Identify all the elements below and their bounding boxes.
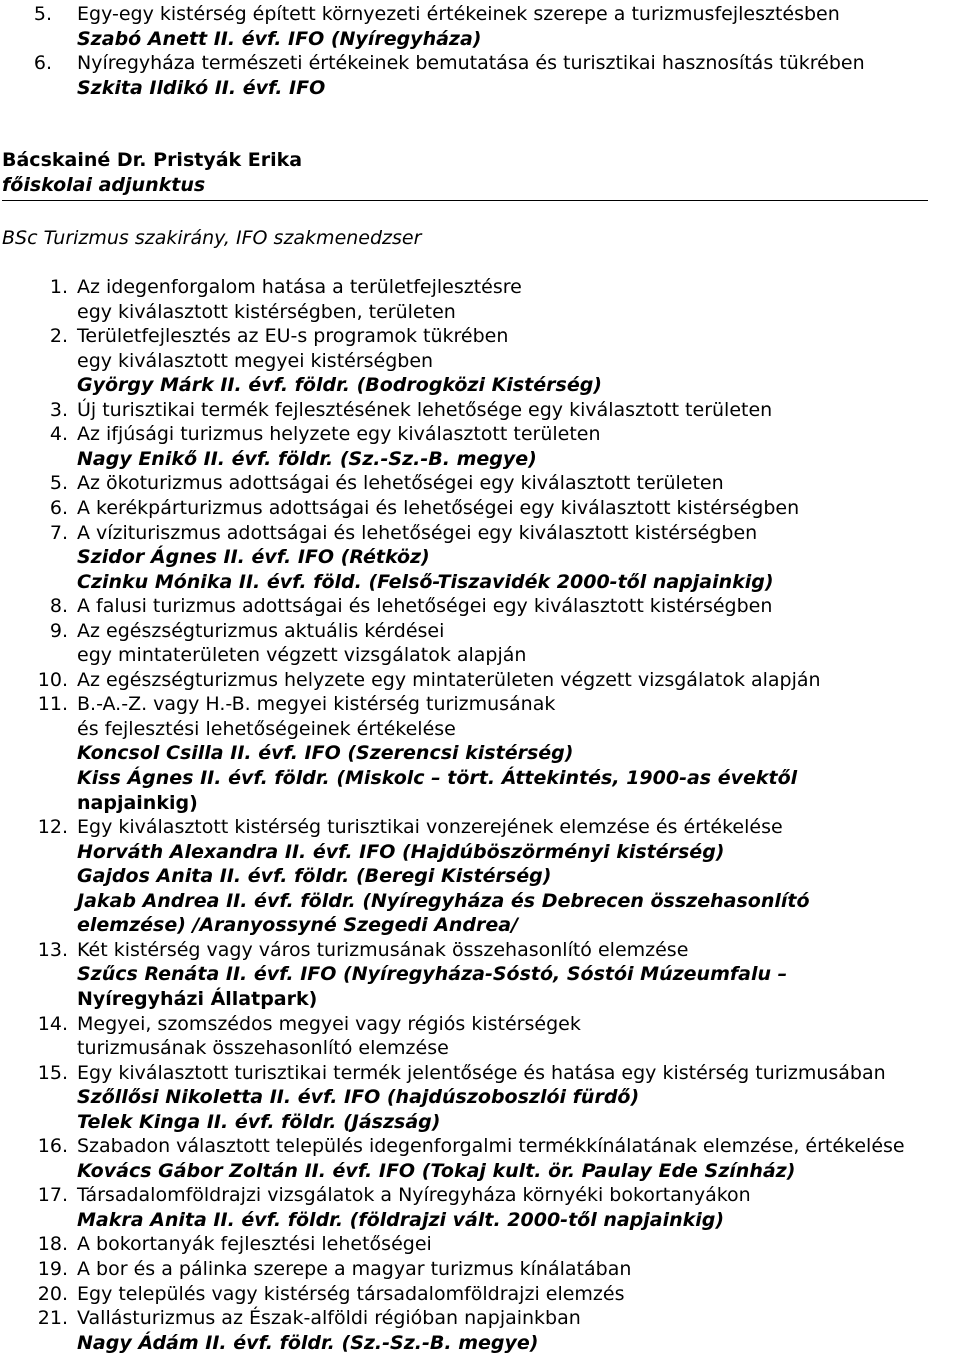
list-item-number: 8. [49, 595, 68, 618]
list-item-text: és fejlesztési lehetőségeinek értékelése [77, 717, 456, 740]
list-item-continuation [0, 840, 960, 865]
list-item [0, 1012, 960, 1037]
list-item [0, 521, 960, 546]
student-assignment: Koncsol Csilla II. évf. IFO (Szerencsi kistérség) [77, 742, 574, 765]
list-item-text: Az egészségturizmus aktuális kérdései [77, 619, 445, 642]
list-item-text: Egy település vagy kistérség társadalomföldrajzi elemzés [77, 1282, 625, 1305]
list-item-continuation [0, 349, 960, 374]
list-item-continuation [0, 913, 960, 938]
list-item [0, 692, 960, 717]
list-item-continuation [0, 864, 960, 889]
list-item [0, 51, 960, 76]
list-item [0, 594, 960, 619]
list-item [0, 422, 960, 447]
list-item-number: 6. [49, 496, 68, 519]
list-item [0, 668, 960, 693]
list-item-text: B.-A.-Z. vagy H.-B. megyei kistérség turizmusának [77, 693, 556, 716]
list-item-number: 13. [37, 938, 68, 961]
list-item-text: A bor és a pálinka szerepe a magyar turizmus kínálatában [77, 1258, 632, 1280]
list-item-number: 4. [49, 423, 68, 446]
list-item-text: Egy kiválasztott kistérség turisztikai vonzerejének elemzése és értékelése [77, 816, 783, 839]
list-item-text: egy mintaterületen végzett vizsgálatok alapján [77, 644, 527, 667]
list-item-number: 5. [49, 472, 68, 495]
list-item-text: A vízituriszmus adottságai és lehetőségei egy kiválasztott kistérségben [77, 521, 758, 544]
list-item-number: 1. [49, 276, 68, 298]
list-item-text: Az idegenforgalom hatása a területfejlesztésre [77, 276, 522, 298]
program-heading [2, 226, 960, 251]
student-assignment: Szabó Anett II. évf. IFO (Nyíregyháza) [77, 27, 482, 50]
list-item-text: turizmusának összehasonlító elemzése [77, 1037, 449, 1060]
list-item-text: A kerékpárturizmus adottságai és lehetőségei egy kiválasztott kistérségben [77, 496, 800, 519]
list-item-text: Nyíregyháza természeti értékeinek bemutatása és turisztikai hasznosítás tükrében [77, 52, 865, 74]
list-item-number: 15. [37, 1061, 68, 1084]
student-assignment: Szőllősi Nikoletta II. évf. IFO (hajdúszoboszlói fürdő) [77, 1086, 640, 1109]
list-item-continuation [0, 1331, 960, 1356]
list-item-continuation [0, 1208, 960, 1233]
student-assignment: Jakab Andrea II. évf. földr. (Nyíregyháza és Debrecen összehasonlító [77, 889, 810, 912]
list-item [0, 619, 960, 644]
supervisor-title [2, 173, 960, 198]
section-divider [2, 200, 928, 201]
list-item [0, 1183, 960, 1208]
list-item-continuation [0, 1085, 960, 1110]
student-assignment: Szkita Ildikó II. évf. IFO [77, 76, 326, 99]
student-assignment: Gajdos Anita II. évf. földr. (Beregi Kistérség) [77, 865, 552, 888]
list-item-continuation [0, 717, 960, 742]
list-item [0, 1061, 960, 1086]
student-assignment: Szűcs Renáta II. évf. IFO (Nyíregyháza-Sóstó, Sóstói Múzeumfalu – [77, 963, 788, 986]
supervisor-name-text: Bácskainé Dr. Pristyák Erika [2, 149, 303, 171]
list-item-text: Az ökoturizmus adottságai és lehetőségei egy kiválasztott területen [77, 472, 724, 495]
student-assignment: Szidor Ágnes II. évf. IFO (Rétköz) [77, 546, 430, 569]
list-item-text: Egy-egy kistérség épített környezeti értékeinek szerepe a turizmusfejlesztésben [77, 3, 840, 25]
list-item-text: Társadalomföldrajzi vizsgálatok a Nyíregyháza környéki bokortanyákon [77, 1184, 751, 1207]
list-item-continuation [0, 766, 960, 791]
list-item-continuation [0, 373, 960, 398]
list-item-continuation [0, 791, 960, 816]
list-item-continuation [0, 300, 960, 325]
list-item-text: Két kistérség vagy város turizmusának összehasonlító elemzése [77, 938, 689, 961]
list-item [0, 1257, 960, 1282]
list-item-number: 9. [49, 619, 68, 642]
list-item-continuation [0, 643, 960, 668]
list-item [0, 1306, 960, 1331]
list-item-text: Az ifjúsági turizmus helyzete egy kiválasztott területen [77, 423, 601, 446]
list-item [0, 398, 960, 423]
list-item-number: 6. [33, 52, 52, 74]
student-assignment: Makra Anita II. évf. földr. (földrajzi vált. 2000-től napjainkig) [77, 1208, 725, 1231]
student-assignment: Kiss Ágnes II. évf. földr. (Miskolc – tört. Áttekintés, 1900-as évektől [77, 767, 798, 789]
list-item-text: egy kiválasztott kistérségben, területen [77, 300, 456, 323]
list-item-text: A falusi turizmus adottságai és lehetőségei egy kiválasztott kistérségben [77, 595, 773, 618]
list-item-number: 19. [37, 1258, 68, 1280]
student-assignment: napjainkig) [77, 791, 198, 814]
list-item-number: 12. [37, 816, 68, 839]
list-item-text: Új turisztikai termék fejlesztésének lehetősége egy kiválasztott területen [77, 398, 773, 421]
list-item-number: 20. [37, 1282, 68, 1305]
list-item-number: 21. [37, 1307, 68, 1330]
list-item-text: egy kiválasztott megyei kistérségben [77, 349, 434, 372]
list-item-text: A bokortanyák fejlesztési lehetőségei [77, 1233, 432, 1256]
list-item-continuation [0, 741, 960, 766]
list-item-number: 3. [49, 398, 68, 421]
list-item [0, 815, 960, 840]
list-item-number: 14. [37, 1012, 68, 1035]
list-item-text: Vallásturizmus az Észak-alföldi régióban napjainkban [77, 1307, 581, 1330]
list-item-number: 16. [37, 1135, 68, 1158]
list-item [0, 938, 960, 963]
list-item-continuation [0, 962, 960, 987]
list-item [0, 496, 960, 521]
list-item [0, 324, 960, 349]
list-item [0, 471, 960, 496]
list-item-text: Megyei, szomszédos megyei vagy régiós kistérségek [77, 1012, 581, 1035]
list-item-number: 11. [37, 693, 68, 716]
list-item [0, 1134, 960, 1159]
list-item-continuation [0, 1159, 960, 1184]
student-assignment: Nyíregyházi Állatpark) [77, 987, 318, 1010]
list-item-text: Az egészségturizmus helyzete egy mintaterületen végzett vizsgálatok alapján [77, 668, 821, 691]
list-item [0, 1282, 960, 1307]
list-item-continuation [0, 27, 960, 52]
list-item [0, 1232, 960, 1257]
list-item-number: 7. [49, 521, 68, 544]
list-item-continuation [0, 76, 960, 101]
supervisor-name [2, 148, 960, 173]
list-item-continuation [0, 889, 960, 914]
supervisor-title-text: főiskolai adjunktus [2, 174, 206, 196]
student-assignment: elemzése) /Aranyossyné Szegedi Andrea/ [77, 914, 519, 937]
student-assignment: Horváth Alexandra II. évf. IFO (Hajdúböszörményi kistérség) [77, 840, 725, 863]
list-item-continuation [0, 447, 960, 472]
list-item-number: 17. [37, 1184, 68, 1207]
list-item-text: Egy kiválasztott turisztikai termék jelentősége és hatása egy kistérség turizmusában [77, 1061, 886, 1084]
list-item-text: Szabadon választott település idegenforgalmi termékkínálatának elemzése, értékelése [77, 1135, 905, 1158]
student-assignment: György Márk II. évf. földr. (Bodrogközi Kistérség) [77, 374, 602, 397]
list-item-continuation [0, 1036, 960, 1061]
list-item-continuation [0, 1110, 960, 1135]
list-item [0, 2, 960, 27]
student-assignment: Telek Kinga II. évf. földr. (Jászság) [77, 1110, 441, 1133]
list-item-number: 5. [33, 3, 52, 25]
list-item-continuation [0, 570, 960, 595]
list-item-text: Területfejlesztés az EU-s programok tükrében [77, 325, 509, 348]
list-item-continuation [0, 545, 960, 570]
student-assignment: Czinku Mónika II. évf. föld. (Felső-Tiszavidék 2000-től napjainkig) [77, 570, 774, 593]
list-item [0, 275, 960, 300]
list-item-continuation [0, 987, 960, 1012]
student-assignment: Kovács Gábor Zoltán II. évf. IFO (Tokaj kult. ör. Paulay Ede Színház) [77, 1159, 796, 1182]
list-item-number: 10. [37, 668, 68, 691]
list-item-number: 2. [49, 325, 68, 348]
program-heading-text: BSc Turizmus szakirány, IFO szakmenedzser [2, 227, 422, 249]
student-assignment: Nagy Enikő II. évf. földr. (Sz.-Sz.-B. megye) [77, 447, 537, 470]
student-assignment: Nagy Ádám II. évf. földr. (Sz.-Sz.-B. megye) [77, 1331, 539, 1354]
list-item-number: 18. [37, 1233, 68, 1256]
